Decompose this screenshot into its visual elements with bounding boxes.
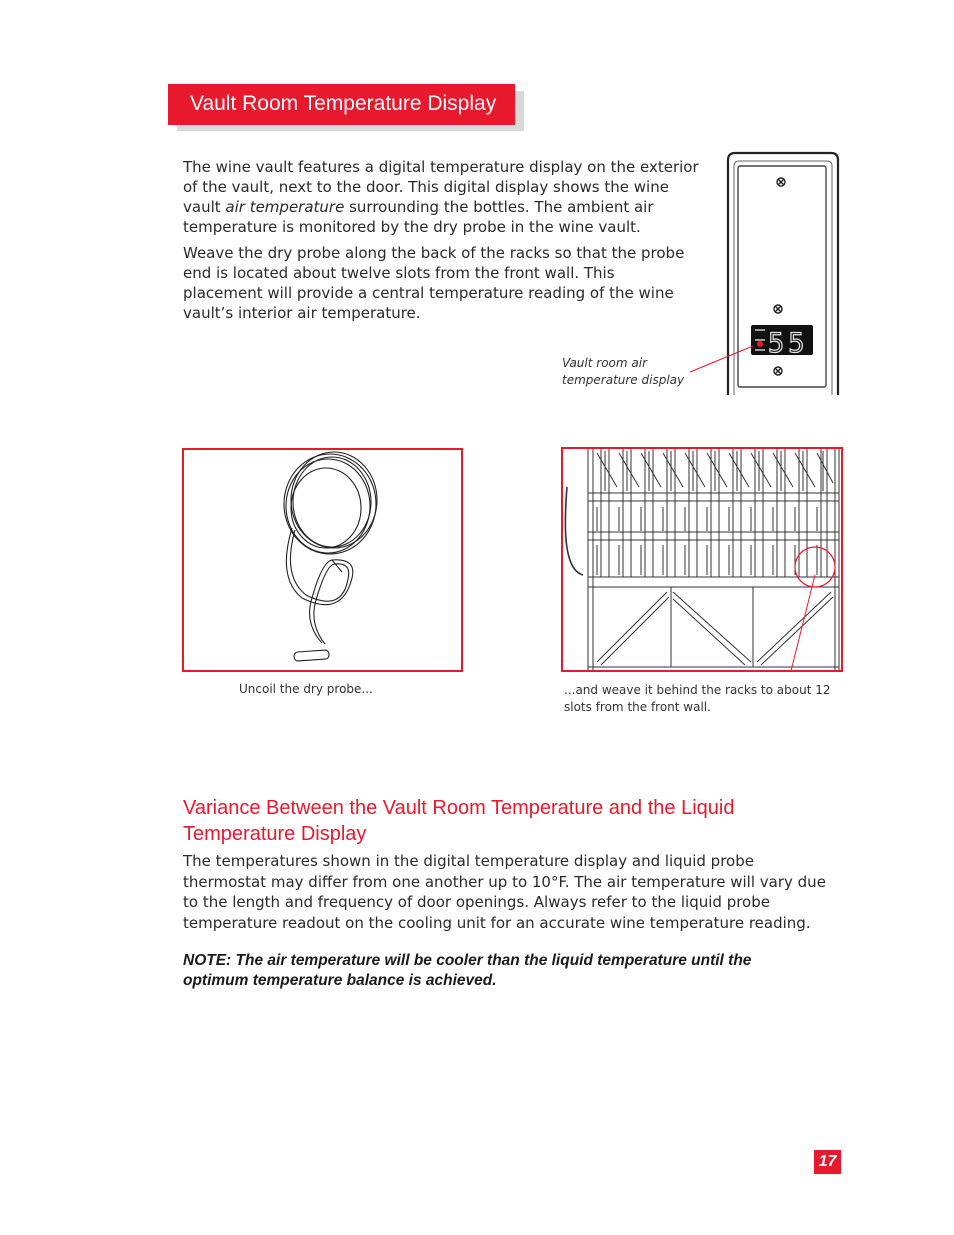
display-caption [562,355,702,389]
intro-paragraph-1 [183,157,703,237]
intro-p1-text-a: The wine vault features a digital temperature display on the exterior of the vault, next to the door. This digital display shows the wine vault [183,158,699,216]
probe-tip-icon [294,650,330,661]
intro-p1-emphasis: air temperature [225,198,345,216]
dry-probe-coil-illustration [182,448,463,672]
probe-caption: Uncoil the dry probe... [239,682,373,696]
page-number: 17 [814,1150,841,1174]
section-title: Vault Room Temperature Display [190,92,497,115]
note-text: NOTE: The air temperature will be cooler than the liquid temperature until the optimum temperature balance is achieved. [183,952,752,989]
display-caption-line-1: Vault room air [562,356,647,370]
rack-caption: ...and weave it behind the racks to about 12 slots from the front wall. [564,683,831,714]
display-caption-line-2: temperature display [562,373,685,387]
intro-p1-text-b: surrounding the bottles. The ambient air temperature is monitored by the dry probe in the wine vault. [183,198,654,236]
wine-rack-illustration [561,447,843,672]
variance-heading: Variance Between the Vault Room Temperature and the Liquid Temperature Display [183,797,735,845]
display-reading: 55 [768,328,809,359]
intro-paragraph-2: Weave the dry probe along the back of the racks so that the probe end is located about twelve slots from the front wall. This placement will provide a central temperature reading of the wine vault’s interior air temperature. [183,244,685,322]
variance-body: The temperatures shown in the digital temperature display and liquid probe thermostat may differ from one another up to 10°F. The air temperature will vary due to the length and frequency of door openings. Always refer to the liquid probe temperature readout on the cooling unit for an accurate wine temperature reading. [183,852,826,932]
